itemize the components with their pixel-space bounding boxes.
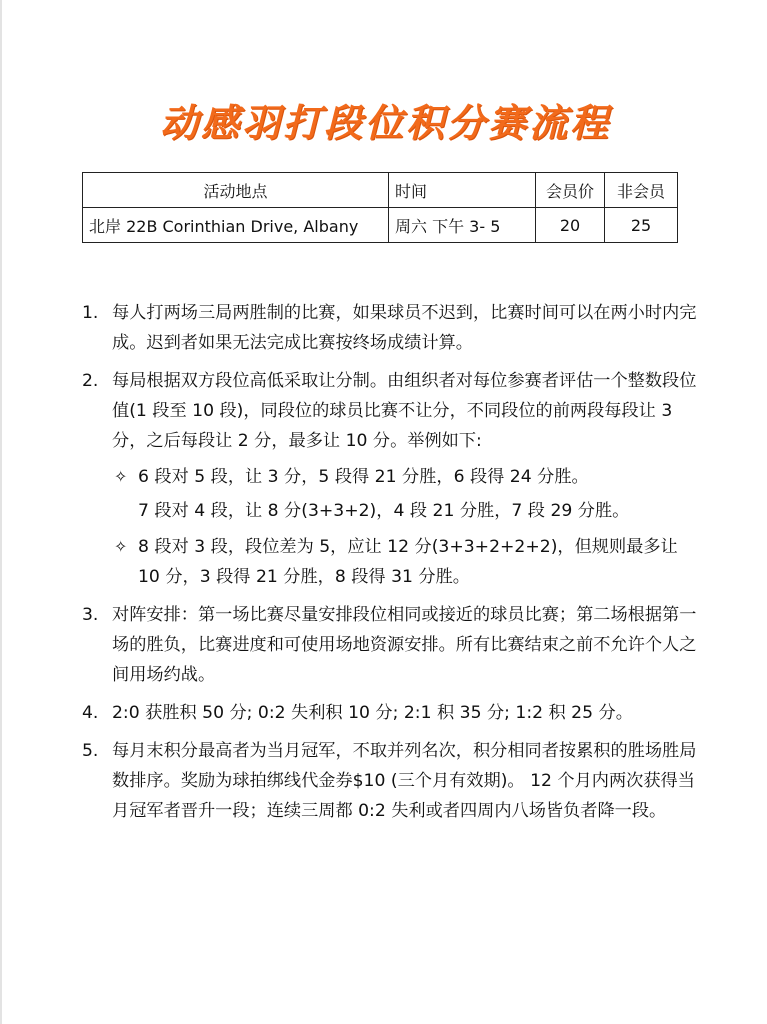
page-title: 动感羽打段位积分赛流程 xyxy=(159,100,611,145)
example-list xyxy=(112,462,698,592)
rule-number: 4. xyxy=(82,703,99,723)
cell-member-price: 20 xyxy=(536,208,605,243)
header-time: 时间 xyxy=(389,173,536,208)
rule-item xyxy=(78,600,698,690)
header-location: 活动地点 xyxy=(83,173,389,208)
cell-non-member-price: 25 xyxy=(605,208,678,243)
example-text: 7 段对 4 段，让 8 分(3+3+2)，4 段 21 分胜，7 段 29 分胜。 xyxy=(138,501,630,521)
diamond-star-icon: ✧ xyxy=(114,537,128,556)
header-member-price: 会员价 xyxy=(536,173,605,208)
rule-item xyxy=(78,366,698,592)
cell-time: 周六 下午 3- 5 xyxy=(389,208,536,243)
rule-text: 每人打两场三局两胜制的比赛，如果球员不迟到，比赛时间可以在两小时内完成。迟到者如果无法完成比赛按终场成绩计算。 xyxy=(112,303,697,353)
rule-number: 3. xyxy=(82,605,99,625)
rule-text: 每局根据双方段位高低采取让分制。由组织者对每位参赛者评估一个整数段位值(1 段至 10 段)，同段位的球员比赛不让分，不同段位的前两段每段让 3 分，之后每段让 2 分，最多让 10 分。举例如下: xyxy=(112,371,697,451)
rule-item xyxy=(78,698,698,728)
example-item xyxy=(112,496,698,526)
rule-text: 对阵安排：第一场比赛尽量安排段位相同或接近的球员比赛；第二场根据第一场的胜负，比赛进度和可使用场地资源安排。所有比赛结束之前不允许个人之间用场约战。 xyxy=(112,605,697,685)
rules-list xyxy=(78,298,698,834)
rule-number: 1. xyxy=(82,303,99,323)
diamond-star-icon: ✧ xyxy=(114,467,128,486)
table-row xyxy=(83,208,678,243)
rule-number: 2. xyxy=(82,371,99,391)
example-item xyxy=(112,462,698,492)
rule-text: 2:0 获胜积 50 分; 0:2 失利积 10 分; 2:1 积 35 分; 1:2 积 25 分。 xyxy=(112,703,633,723)
cell-location: 北岸 22B Corinthian Drive, Albany xyxy=(83,208,389,243)
example-item xyxy=(112,532,698,592)
info-table xyxy=(82,172,678,243)
rule-item xyxy=(78,736,698,826)
example-text: 6 段对 5 段，让 3 分，5 段得 21 分胜，6 段得 24 分胜。 xyxy=(138,467,589,487)
example-text: 8 段对 3 段，段位差为 5，应让 12 分(3+3+2+2+2)，但规则最多让 10 分，3 段得 21 分胜，8 段得 31 分胜。 xyxy=(138,537,678,587)
rule-item xyxy=(78,298,698,358)
table-header-row xyxy=(83,173,678,208)
rule-number: 5. xyxy=(82,741,99,761)
header-non-member-price: 非会员 xyxy=(605,173,678,208)
rule-text: 每月末积分最高者为当月冠军，不取并列名次，积分相同者按累积的胜场胜局数排序。奖励为球拍绑线代金券$10 (三个月有效期)。 12 个月内两次获得当月冠军者晋升一段；连续三周都 0:2 失利或者四周内八场皆负者降一段。 xyxy=(112,741,697,821)
